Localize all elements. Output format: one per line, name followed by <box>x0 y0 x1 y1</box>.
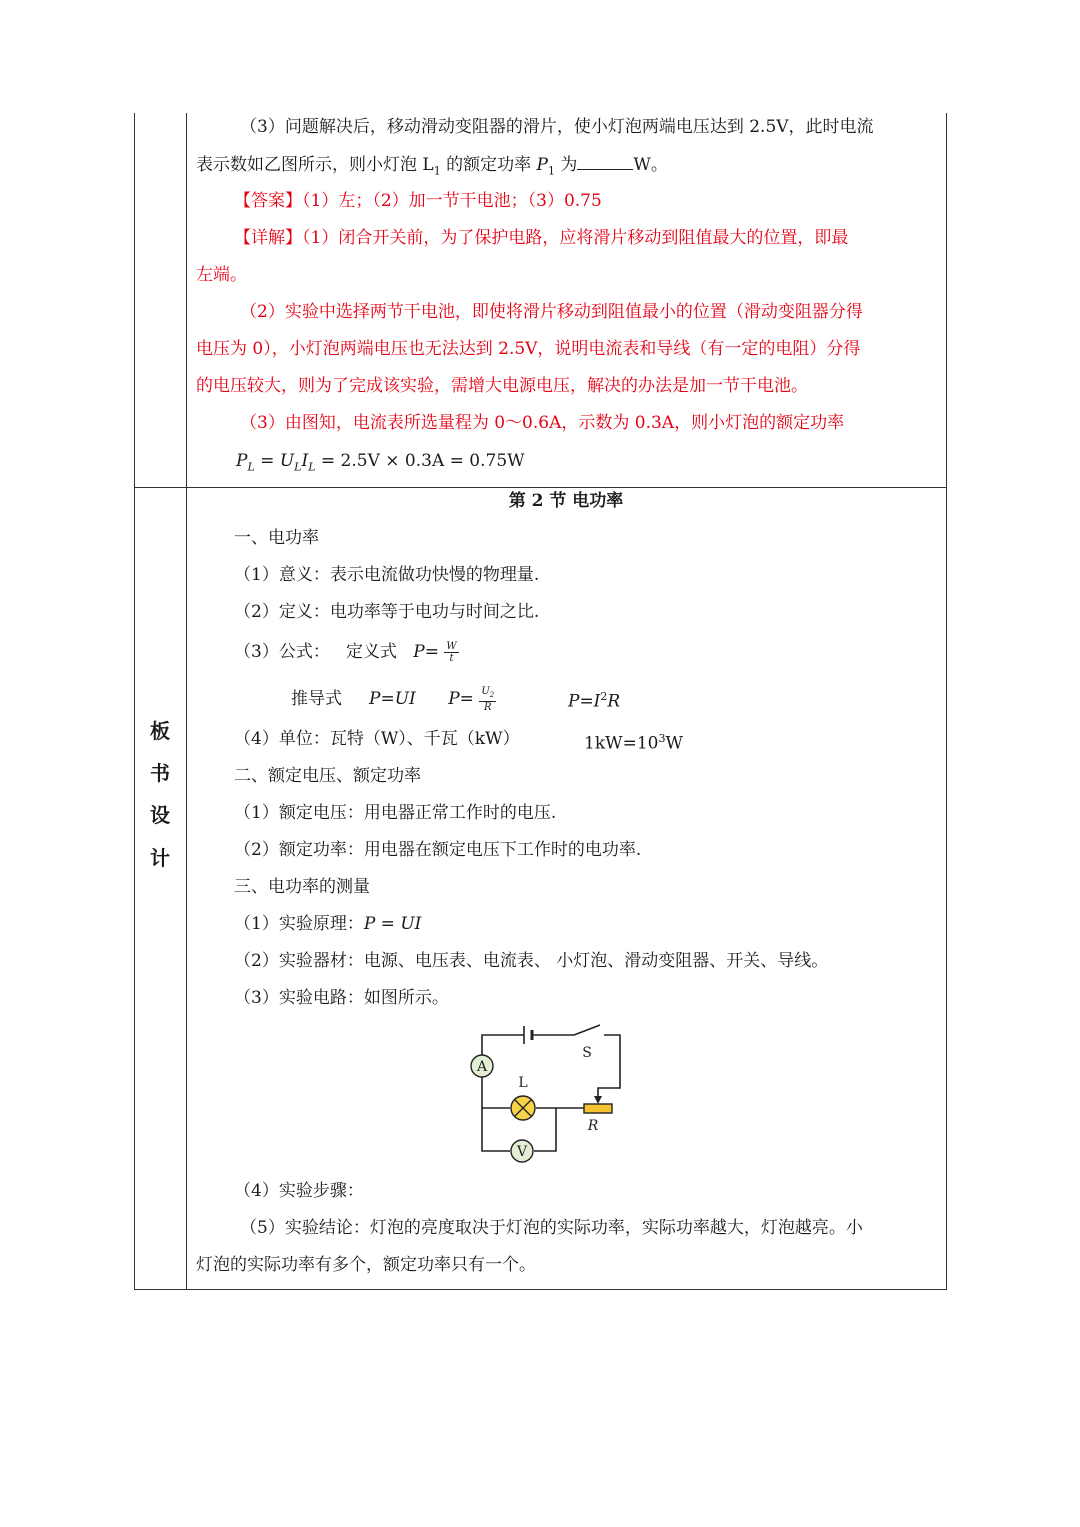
circuit-diagram <box>460 1018 630 1168</box>
table-bottom-border <box>134 1289 947 1290</box>
board-title: 第 2 节 电功率 <box>508 491 624 511</box>
formula-i2r: $P=I^2R$ <box>568 690 621 712</box>
answer-blank <box>577 153 633 170</box>
table-right-border <box>946 113 947 1290</box>
explain-line-6: （3）由图知，电流表所选量程为 0～0.6A，示数为 0.3A，则小灯泡的额定功率 <box>240 413 845 433</box>
rheostat-label: R <box>587 1118 599 1134</box>
section-3-item-4: （4）实验步骤： <box>234 1181 364 1201</box>
section-3-item-1: （1）实验原理：P = UI <box>234 914 422 934</box>
answer-tag: 【答案】 <box>234 191 302 211</box>
derived-formulas: 推导式 P=UI P= $\frac{U_2}{R}$ <box>291 686 495 713</box>
section-3-item-5-line-2: 灯泡的实际功率有多个，额定功率只有一个。 <box>196 1255 536 1275</box>
section-3-item-2: （2）实验器材：电源、电压表、电流表、 小灯泡、滑动变阻器、开关、导线。 <box>234 951 829 971</box>
section-3-item-3: （3）实验电路：如图所示。 <box>234 988 449 1008</box>
table-left-border <box>134 113 135 1290</box>
section-2-item-1: （1）额定电压：用电器正常工作时的电压. <box>234 803 557 823</box>
rheostat-body <box>584 1104 612 1113</box>
fraction-u2-over-r: $\frac{U_2}{R}$ <box>481 686 495 713</box>
unit-conversion: $1kW=10^3W$ <box>584 732 683 754</box>
rheostat-slider-arrow <box>594 1096 602 1104</box>
voltmeter-label: V <box>516 1144 528 1160</box>
side-label-char-2: 书 <box>150 761 170 785</box>
section-1-item-3: （3）公式： 定义式 P= $\frac{W}{t}$ <box>234 641 457 664</box>
answer-text: （1）左；（2）加一节干电池；（3）0.75 <box>302 191 602 211</box>
table-divider-vertical <box>186 113 187 1290</box>
explain-line-2: 左端。 <box>196 265 247 285</box>
table-row-divider <box>134 487 947 488</box>
side-label-char-3: 设 <box>150 803 170 827</box>
section-3-item-5-line-1: （5）实验结论：灯泡的亮度取决于灯泡的实际功率，实际功率越大，灯泡越亮。小 <box>240 1218 863 1238</box>
lamp-label: L <box>518 1075 528 1091</box>
explain-line-3: （2）实验中选择两节干电池，即使将滑片移动到阻值最小的位置（滑动变阻器分得 <box>240 302 863 322</box>
explain-line-5: 的电压较大，则为了完成该实验，需增大电源电压，解决的办法是加一节干电池。 <box>196 376 808 396</box>
section-2-heading: 二、额定电压、额定功率 <box>234 766 421 786</box>
explain-tag: 【详解】 <box>234 228 302 248</box>
section-1-heading: 一、电功率 <box>234 528 319 548</box>
section-1-item-1: （1）意义：表示电流做功快慢的物理量. <box>234 565 540 585</box>
section-2-item-2: （2）额定功率：用电器在额定电压下工作时的电功率. <box>234 840 642 860</box>
fraction-w-over-t: $\frac{W}{t}$ <box>446 641 457 664</box>
power-formula: $P_L = U_LI_L = 2.5V \times 0.3A = 0.75W$ <box>236 451 525 474</box>
question-line-1: （3）问题解决后，移动滑动变阻器的滑片，使小灯泡两端电压达到 2.5V，此时电流 <box>240 117 874 137</box>
explain-line-1: 【详解】（1）闭合开关前，为了保护电路，应将滑片移动到阻值最大的位置，即最 <box>234 228 849 248</box>
section-3-heading: 三、电功率的测量 <box>234 877 370 897</box>
side-label-char-1: 板 <box>150 719 170 743</box>
section-1-item-4: （4）单位：瓦特（W）、千瓦（kW） <box>234 729 520 749</box>
answer-line <box>234 190 602 212</box>
switch-label: S <box>582 1045 592 1061</box>
side-label-char-4: 计 <box>150 846 170 870</box>
explain-line-4: 电压为 0），小灯泡两端电压也无法达到 2.5V，说明电流表和导线（有一定的电阻）分得 <box>196 339 861 359</box>
question-line-2: 表示数如乙图所示，则小灯泡 $L_1$ 的额定功率 $P_1$ 为 W。 <box>196 155 668 178</box>
ammeter-label: A <box>476 1059 488 1075</box>
section-1-item-2: （2）定义：电功率等于电功与时间之比. <box>234 602 540 622</box>
